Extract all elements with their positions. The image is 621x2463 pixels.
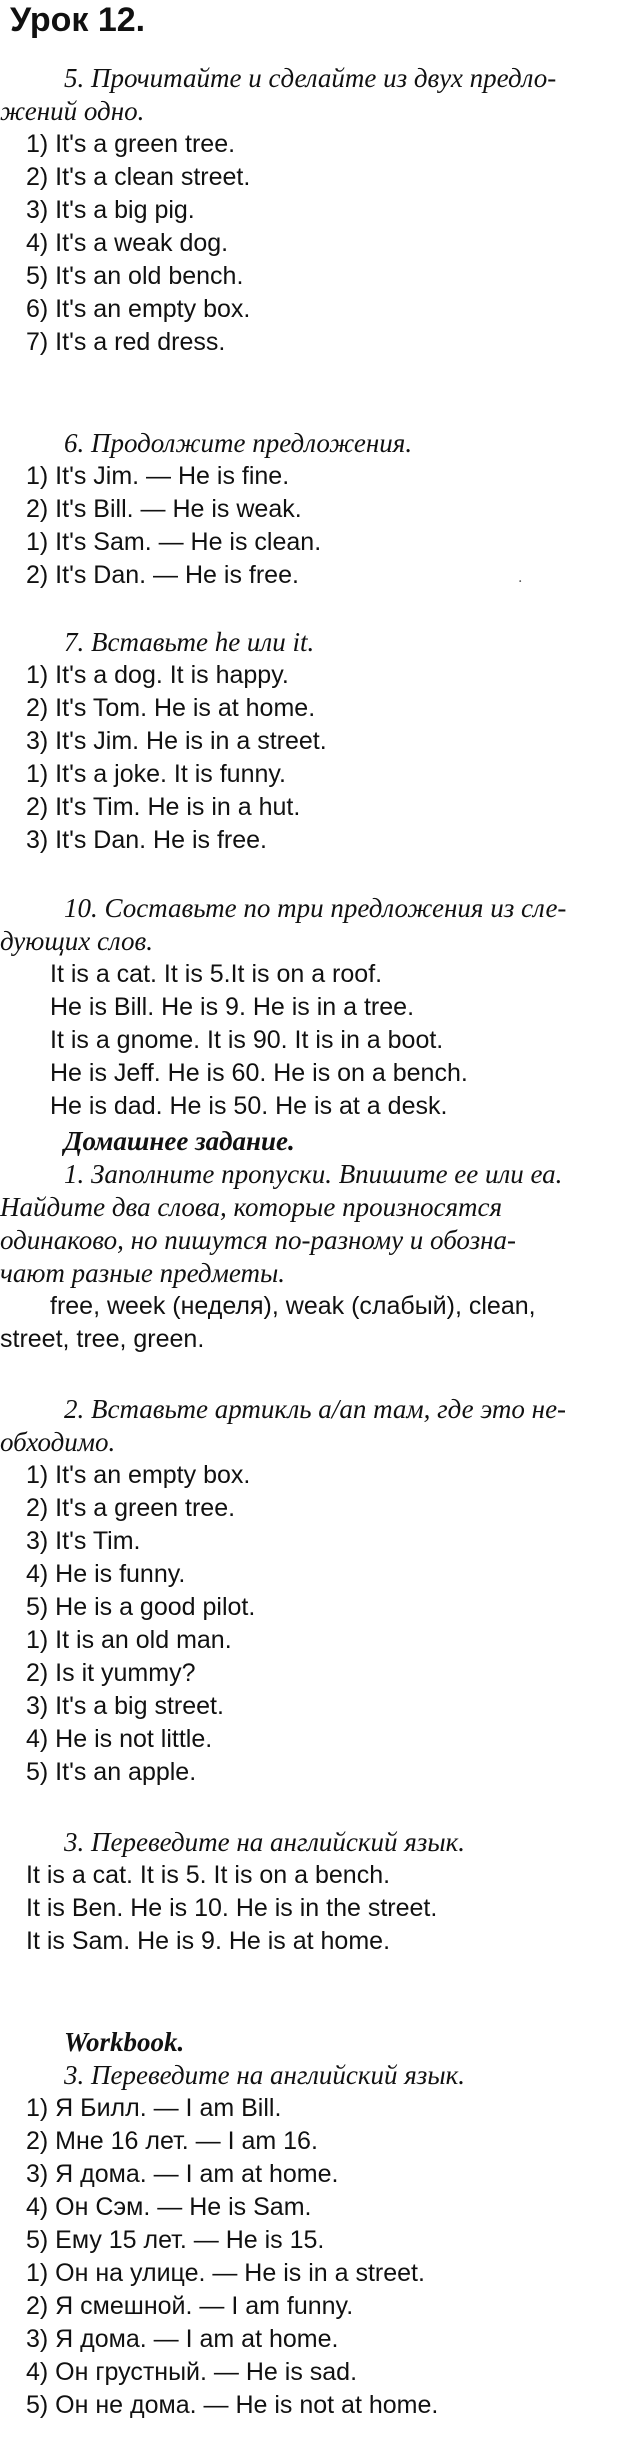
answer-line: 3) Я дома. — I am at home. [26, 2160, 339, 2188]
answer-line: 3) It's a big street. [26, 1692, 224, 1720]
answer-line: 5) Ему 15 лет. — He is 15. [26, 2226, 325, 2254]
answer-line: 4) He is not little. [26, 1725, 213, 1753]
task-heading: 1. Заполните пропуски. Впишите ее или еа. [64, 1159, 563, 1189]
answer-line: 5) He is a good pilot. [26, 1593, 256, 1621]
exercise-5 [0, 62, 621, 359]
task-heading: обходимо. [0, 1427, 116, 1457]
answer-line: 1) It's Sam. — He is clean. [26, 528, 322, 556]
answer-line: 2) It's Tom. He is at home. [26, 694, 316, 722]
answer-line: 7) It's a red dress. [26, 328, 226, 356]
exercise-7 [0, 626, 621, 857]
task-heading: 3. Переведите на английский язык. [64, 2060, 465, 2090]
exercise-heading: 6. Продолжите предложения. [64, 428, 413, 458]
exercise-heading: 10. Составьте по три предложения из сле- [64, 893, 567, 923]
task-heading: одинаково, но пишутся по-разному и обозна- [0, 1225, 516, 1255]
exercise-heading: 5. Прочитайте и сделайте из двух предло- [64, 63, 557, 93]
answer-line: 1) Я Билл. — I am Bill. [26, 2094, 282, 2122]
answer-line: 1) Он на улице. — He is in a street. [26, 2259, 425, 2287]
answer-line: 2) It's Bill. — He is weak. [26, 495, 302, 523]
answer-line: It is a gnome. It is 90. It is in a boot. [50, 1026, 444, 1054]
answer-line: 3) It's a big pig. [26, 196, 195, 224]
exercise-10 [0, 892, 621, 1123]
answer-line: 3) It's Jim. He is in a street. [26, 727, 327, 755]
answer-line: 4) It's a weak dog. [26, 229, 229, 257]
task-heading: 3. Переведите на английский язык. [64, 1827, 465, 1857]
print-speck: · [518, 574, 523, 590]
lesson-title: Урок 12. [10, 1, 146, 39]
exercise-heading: дующих слов. [0, 926, 153, 956]
answer-line: It is a cat. It is 5. It is on a bench. [26, 1861, 391, 1889]
answer-line: 1) It's a green tree. [26, 130, 236, 158]
answer-line: 1) It's an empty box. [26, 1461, 251, 1489]
answer-line: 4) He is funny. [26, 1560, 186, 1588]
answer-line: 3) It's Dan. He is free. [26, 826, 267, 854]
answer-line: 1) It's a joke. It is funny. [26, 760, 286, 788]
task-heading: чают разные предметы. [0, 1258, 285, 1288]
answer-line: It is Sam. He is 9. He is at home. [26, 1927, 391, 1955]
answer-line: 3) Я дома. — I am at home. [26, 2325, 339, 2353]
answer-line: He is Jeff. He is 60. He is on a bench. [50, 1059, 468, 1087]
exercise-6 [0, 427, 621, 592]
answer-line: 3) It's Tim. [26, 1527, 141, 1555]
answer-line: free, week (неделя), weak (слабый), clean, [50, 1292, 536, 1320]
answer-line: He is dad. He is 50. He is at a desk. [50, 1092, 448, 1120]
answer-line: street, tree, green. [0, 1325, 205, 1353]
answer-line: 2) Я смешной. — I am funny. [26, 2292, 354, 2320]
workbook-section [0, 2026, 621, 2422]
answer-line: 1) It's Jim. — He is fine. [26, 462, 290, 490]
answer-line: 2) It's a clean street. [26, 163, 251, 191]
answer-line: 4) Он Сэм. — He is Sam. [26, 2193, 312, 2221]
answer-line: 5) It's an old bench. [26, 262, 244, 290]
task-heading: Найдите два слова, которые произносятся [0, 1192, 503, 1222]
answer-line: It is a cat. It is 5.It is on a roof. [50, 960, 383, 988]
answer-line: 6) It's an empty box. [26, 295, 251, 323]
workbook-heading: Workbook. [64, 2027, 185, 2057]
answer-line: 2) Мне 16 лет. — I am 16. [26, 2127, 318, 2155]
answer-line: 2) It's Tim. He is in a hut. [26, 793, 301, 821]
homework-task-3 [0, 1826, 621, 1958]
answer-line: 2) It's Dan. — He is free. [26, 561, 299, 589]
answer-line: He is Bill. He is 9. He is in a tree. [50, 993, 415, 1021]
answer-line: 1) It's a dog. It is happy. [26, 661, 289, 689]
homework-task-2 [0, 1393, 621, 1789]
exercise-heading: 7. Вставьте he или it. [64, 627, 315, 657]
answer-line: It is Ben. He is 10. He is in the street. [26, 1894, 438, 1922]
answer-line: 2) Is it yummy? [26, 1659, 196, 1687]
answer-line: 4) Он грустный. — He is sad. [26, 2358, 358, 2386]
homework-heading: Домашнее задание. [64, 1126, 295, 1156]
task-heading: 2. Вставьте артикль а/an там, где это не- [64, 1394, 567, 1424]
homework-section [0, 1125, 621, 1356]
answer-line: 5) Он не дома. — He is not at home. [26, 2391, 439, 2419]
exercise-heading: жений одно. [0, 96, 145, 126]
answer-line: 2) It's a green tree. [26, 1494, 236, 1522]
answer-line: 1) It is an old man. [26, 1626, 232, 1654]
answer-line: 5) It's an apple. [26, 1758, 197, 1786]
